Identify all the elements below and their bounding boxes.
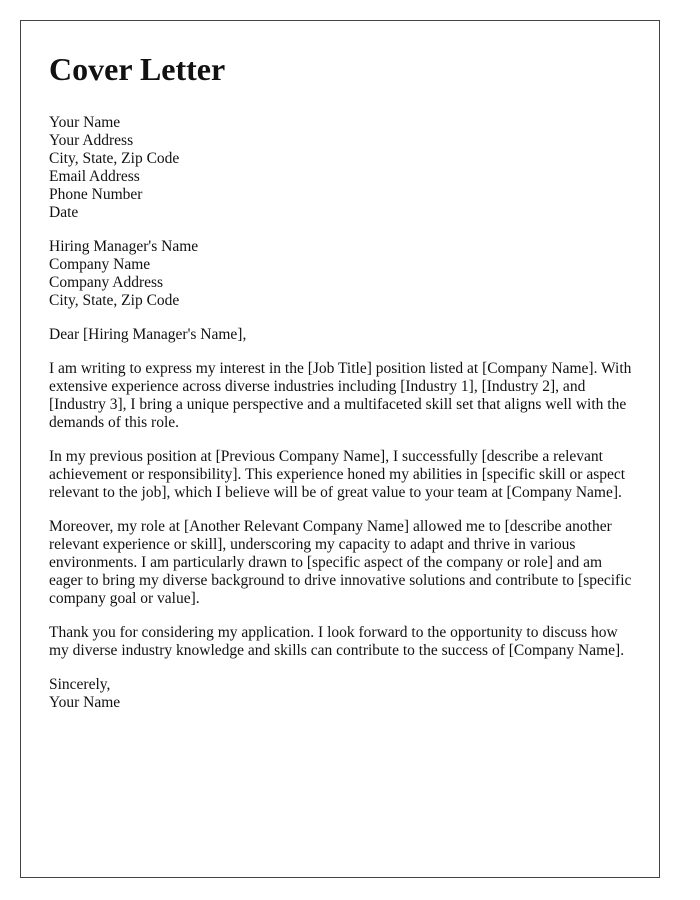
body-paragraph-1: I am writing to express my interest in the [Job Title] position listed at [Company Name]. With extensive experience across diverse industries including [Industry 1], [Industry 2], and [Industry 3], I bring a unique perspective and a multifaceted skill set that aligns well with the demands of this role.: [49, 359, 632, 431]
signature: Your Name: [49, 693, 121, 711]
recipient-block: [49, 238, 631, 310]
recipient-company-name: Company Name: [49, 255, 151, 273]
closing-block: [49, 676, 631, 712]
salutation: Dear [Hiring Manager's Name],: [49, 325, 247, 343]
body-paragraph-4: Thank you for considering my application. I look forward to the opportunity to discuss how my diverse industry knowledge and skills can contribute to the success of [Company Name].: [49, 623, 625, 659]
sender-email: Email Address: [49, 167, 140, 185]
recipient-manager-name: Hiring Manager's Name: [49, 237, 199, 255]
body-paragraph-2: In my previous position at [Previous Company Name], I successfully [describe a relevant achievement or responsibility]. This experience honed my abilities in [specific skill or aspect relevant to the job], which I believe will be of great value to your team at [Company Name].: [49, 447, 626, 501]
sender-city-state-zip: City, State, Zip Code: [49, 149, 180, 167]
sender-date: Date: [49, 203, 79, 221]
body-paragraph-3: Moreover, my role at [Another Relevant Company Name] allowed me to [describe another relevant experience or skill], underscoring my capacity to adapt and thrive in various environments. I am particularly drawn to [specific aspect of the company or role] and am eager to bring my diverse background to drive innovative solutions and contribute to [specific company goal or value].: [49, 517, 632, 607]
recipient-company-address: Company Address: [49, 273, 164, 291]
sender-phone: Phone Number: [49, 185, 143, 203]
sender-block: [49, 114, 631, 222]
sender-address: Your Address: [49, 131, 134, 149]
closing: Sincerely,: [49, 675, 111, 693]
recipient-city-state-zip: City, State, Zip Code: [49, 291, 180, 309]
letter-page: [20, 20, 660, 878]
page-title: Cover Letter: [49, 51, 226, 87]
sender-name: Your Name: [49, 113, 121, 131]
